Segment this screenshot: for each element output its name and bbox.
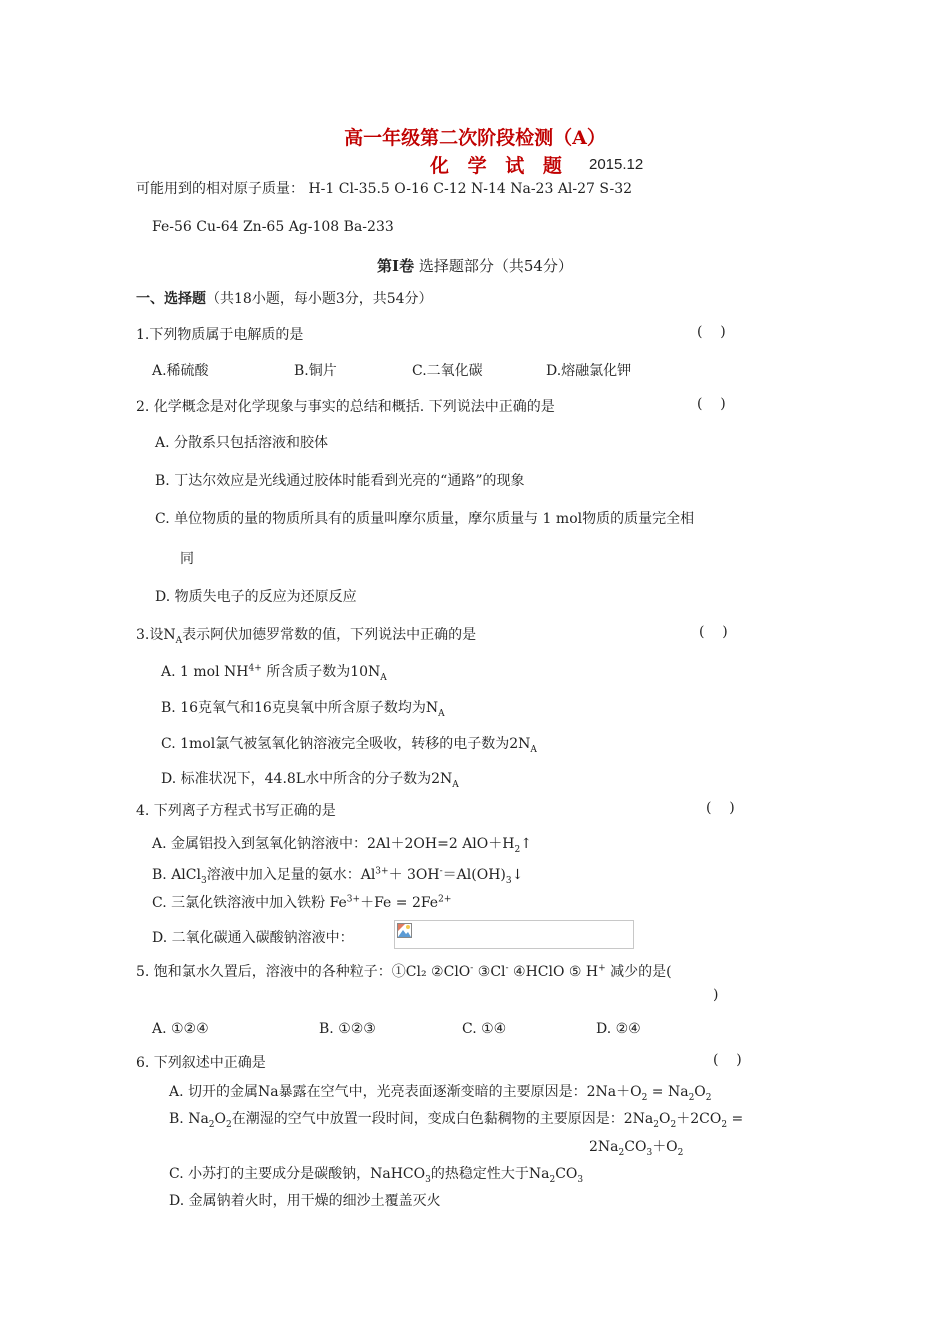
q4-c-superscript-2: 2+ bbox=[438, 894, 452, 905]
q3-stem bbox=[136, 624, 476, 646]
q6-c-subscript: 3 bbox=[425, 1174, 431, 1185]
q5-stem-text-4: 减少的是( bbox=[605, 964, 672, 980]
q6-b2-sub-1: 2 bbox=[618, 1147, 625, 1158]
q1-stem: 1.下列物质属于电解质的是 bbox=[136, 327, 304, 343]
q3-option-a bbox=[161, 661, 387, 683]
q5-stem-text-2: ③Cl bbox=[473, 964, 506, 980]
q4-stem: 4. 下列离子方程式书写正确的是 bbox=[136, 803, 336, 819]
q3-b-text: B. 16克氧气和16克臭氧中所含原子数均为N bbox=[161, 700, 439, 716]
q2-option-c-continued: 同 bbox=[180, 551, 194, 567]
q2-option-c: C. 单位物质的量的物质所具有的质量叫摩尔质量，摩尔质量与 1 mol物质的质量完全相 bbox=[155, 511, 695, 527]
exam-title: 高一年级第二次阶段检测（A） bbox=[344, 127, 606, 149]
q4-c-text-2: ＋Fe = 2Fe bbox=[360, 895, 439, 911]
q3-c-subscript: A bbox=[530, 744, 537, 755]
q1-option-d: D.熔融氯化钾 bbox=[546, 363, 632, 379]
q3-a-text: A. 1 mol NH bbox=[161, 664, 249, 680]
q3-a-subscript: A bbox=[380, 672, 387, 683]
atomic-masses-line1: 可能用到的相对原子质量： H-1 Cl-35.5 O-16 C-12 N-14 Na-23 Al-27 S-32 bbox=[136, 181, 633, 197]
q5-stem-text: 5. 饱和氯水久置后，溶液中的各种粒子：①Cl₂ ②ClO bbox=[136, 964, 471, 980]
q4-b-text-2: 溶液中加入足量的氨水：Al bbox=[206, 867, 376, 883]
q5-superscript-2: - bbox=[505, 963, 509, 974]
q4-c-text: C. 三氯化铁溶液中加入铁粉 Fe bbox=[152, 895, 347, 911]
q6-option-a bbox=[169, 1081, 712, 1103]
q6-a-subscript-3: 2 bbox=[705, 1092, 712, 1103]
q6-c-subscript-2: 2 bbox=[549, 1174, 556, 1185]
part-heading-rest: 选择题部分（共54分） bbox=[414, 257, 573, 275]
q6-a-subscript-2: 2 bbox=[688, 1092, 695, 1103]
q6-option-b-continued bbox=[589, 1136, 683, 1158]
q6-answer-bracket: ( ) bbox=[713, 1052, 742, 1068]
q6-a-text-2: = Na bbox=[647, 1084, 689, 1100]
q6-b-sub-5: 2 bbox=[721, 1119, 728, 1130]
q6-option-c bbox=[169, 1163, 583, 1185]
q6-a-text-3: O bbox=[694, 1084, 706, 1100]
q2-option-d: D. 物质失电子的反应为还原反应 bbox=[155, 589, 357, 605]
q6-b2-sub-3: 2 bbox=[677, 1147, 684, 1158]
q6-b-text-4: O bbox=[659, 1111, 671, 1127]
q2-stem: 2. 化学概念是对化学现象与事实的总结和概括. 下列说法中正确的是 bbox=[136, 399, 555, 415]
q5-close-paren: ) bbox=[713, 987, 719, 1003]
q5-option-a: A. ①②④ bbox=[152, 1021, 209, 1037]
q6-c-text-3: CO bbox=[555, 1166, 578, 1182]
section-heading bbox=[136, 288, 433, 308]
q5-superscript-1: - bbox=[470, 963, 474, 974]
q2-option-a: A. 分散系只包括溶液和胶体 bbox=[155, 435, 329, 451]
q4-a-subscript: 2 bbox=[514, 844, 521, 855]
q3-d-subscript: A bbox=[452, 779, 459, 790]
part-heading bbox=[0, 255, 950, 276]
q4-answer-bracket: ( ) bbox=[706, 800, 735, 816]
exam-date: 2015.12 bbox=[589, 156, 644, 173]
q6-b-text-5: ＋2CO bbox=[676, 1111, 722, 1127]
q4-a-text-2: =2 AlO＋H bbox=[437, 836, 515, 852]
q6-c-subscript-3: 3 bbox=[577, 1174, 584, 1185]
equation-image-placeholder bbox=[394, 920, 634, 949]
q4-b-subscript-2: 3 bbox=[505, 875, 512, 886]
q4-b-subscript: 3 bbox=[200, 875, 207, 886]
q4-b-superscript-2: - bbox=[439, 866, 443, 877]
q1-answer-bracket: ( ) bbox=[697, 324, 726, 340]
q6-b-sub-4: 2 bbox=[670, 1119, 677, 1130]
q6-b2-text-3: ＋O bbox=[652, 1139, 678, 1155]
broken-image-icon bbox=[397, 923, 412, 938]
q6-option-d: D. 金属钠着火时，用干燥的细沙土覆盖灭火 bbox=[169, 1193, 441, 1209]
q5-option-c: C. ①④ bbox=[462, 1021, 507, 1037]
q6-b-text-2: O bbox=[214, 1111, 227, 1127]
q2-option-b: B. 丁达尔效应是光线通过胶体时能看到光亮的“通路”的现象 bbox=[155, 473, 525, 489]
q2-answer-bracket: ( ) bbox=[697, 396, 726, 412]
q6-c-text: C. 小苏打的主要成分是碳酸钠，NaHCO bbox=[169, 1166, 426, 1182]
q3-stem-subscript: A bbox=[175, 635, 183, 646]
q3-answer-bracket: ( ) bbox=[699, 624, 728, 640]
q4-b-text-3: ＋ 3OH bbox=[388, 867, 440, 883]
q5-stem bbox=[136, 961, 672, 981]
q6-stem: 6. 下列叙述中正确是 bbox=[136, 1055, 266, 1071]
q6-b-text-3: 在潮湿的空气中放置一段时间，变成白色黏稠物的主要原因是：2Na bbox=[231, 1111, 654, 1127]
q4-b-superscript: 3+ bbox=[375, 866, 389, 877]
q6-a-text: A. 切开的金属Na暴露在空气中，光亮表面逐渐变暗的主要原因是：2Na＋O bbox=[169, 1084, 642, 1100]
q3-c-text: C. 1mol氯气被氢氧化钠溶液完全吸收，转移的电子数为2N bbox=[161, 736, 531, 752]
part-heading-bold: 第Ⅰ卷 bbox=[377, 257, 415, 275]
q3-option-d bbox=[161, 768, 459, 790]
q4-b-text: B. AlCl bbox=[152, 867, 201, 883]
q3-d-text: D. 标准状况下，44.8L水中所含的分子数为2N bbox=[161, 771, 453, 787]
q6-b2-sub-2: 3 bbox=[646, 1147, 653, 1158]
q1-option-b: B.铜片 bbox=[294, 363, 337, 379]
q4-c-superscript: 3+ bbox=[346, 894, 361, 905]
q4-b-text-4: ＝Al(OH) bbox=[442, 867, 506, 883]
atomic-masses-line2: Fe-56 Cu-64 Zn-65 Ag-108 Ba-233 bbox=[152, 219, 394, 235]
q6-b2-text-2: CO bbox=[624, 1139, 647, 1155]
q6-c-text-2: 的热稳定性大于Na bbox=[430, 1166, 550, 1182]
q3-option-c bbox=[161, 733, 537, 755]
q4-option-c bbox=[152, 892, 451, 912]
q3-stem-text: 3.设N bbox=[136, 627, 176, 643]
q6-b-text: B. Na bbox=[169, 1111, 209, 1127]
exam-subtitle: 化 学 试 题 bbox=[430, 155, 568, 177]
q4-option-a bbox=[152, 833, 532, 855]
q5-superscript-3: + bbox=[598, 963, 606, 974]
q5-option-b: B. ①②③ bbox=[319, 1021, 376, 1037]
q1-option-a: A.稀硫酸 bbox=[152, 363, 209, 379]
q4-b-arrow: ↓ bbox=[511, 867, 524, 883]
q4-a-text: A. 金属铝投入到氢氧化钠溶液中：2Al＋2OH bbox=[152, 836, 438, 852]
q3-b-subscript: A bbox=[438, 708, 445, 719]
q4-option-b bbox=[152, 864, 523, 886]
q6-b-sub-1: 2 bbox=[208, 1119, 215, 1130]
section-heading-bold: 一、选择题 bbox=[136, 291, 206, 307]
q6-b-sub-3: 2 bbox=[653, 1119, 659, 1130]
q6-b-sub-2: 2 bbox=[226, 1119, 232, 1130]
q6-b2-text: 2Na bbox=[589, 1139, 619, 1155]
q4-a-arrow: ↑ bbox=[520, 836, 532, 852]
q3-a-superscript: 4+ bbox=[248, 663, 262, 674]
q6-b-text-6: = bbox=[727, 1111, 744, 1127]
q3-stem-text-2: 表示阿伏加德罗常数的值，下列说法中正确的是 bbox=[182, 627, 477, 643]
q3-a-text-2: 所含质子数为10N bbox=[261, 664, 381, 680]
q6-option-b bbox=[169, 1108, 743, 1130]
q6-a-subscript: 2 bbox=[641, 1092, 648, 1103]
q5-stem-text-3: ④HClO ⑤ H bbox=[508, 964, 599, 980]
q3-option-b bbox=[161, 697, 445, 719]
q1-option-c: C.二氧化碳 bbox=[412, 363, 483, 379]
q5-option-d: D. ②④ bbox=[596, 1021, 641, 1037]
section-heading-rest: （共18小题，每小题3分，共54分） bbox=[206, 291, 433, 307]
q4-option-d: D. 二氧化碳通入碳酸钠溶液中： bbox=[152, 930, 354, 946]
